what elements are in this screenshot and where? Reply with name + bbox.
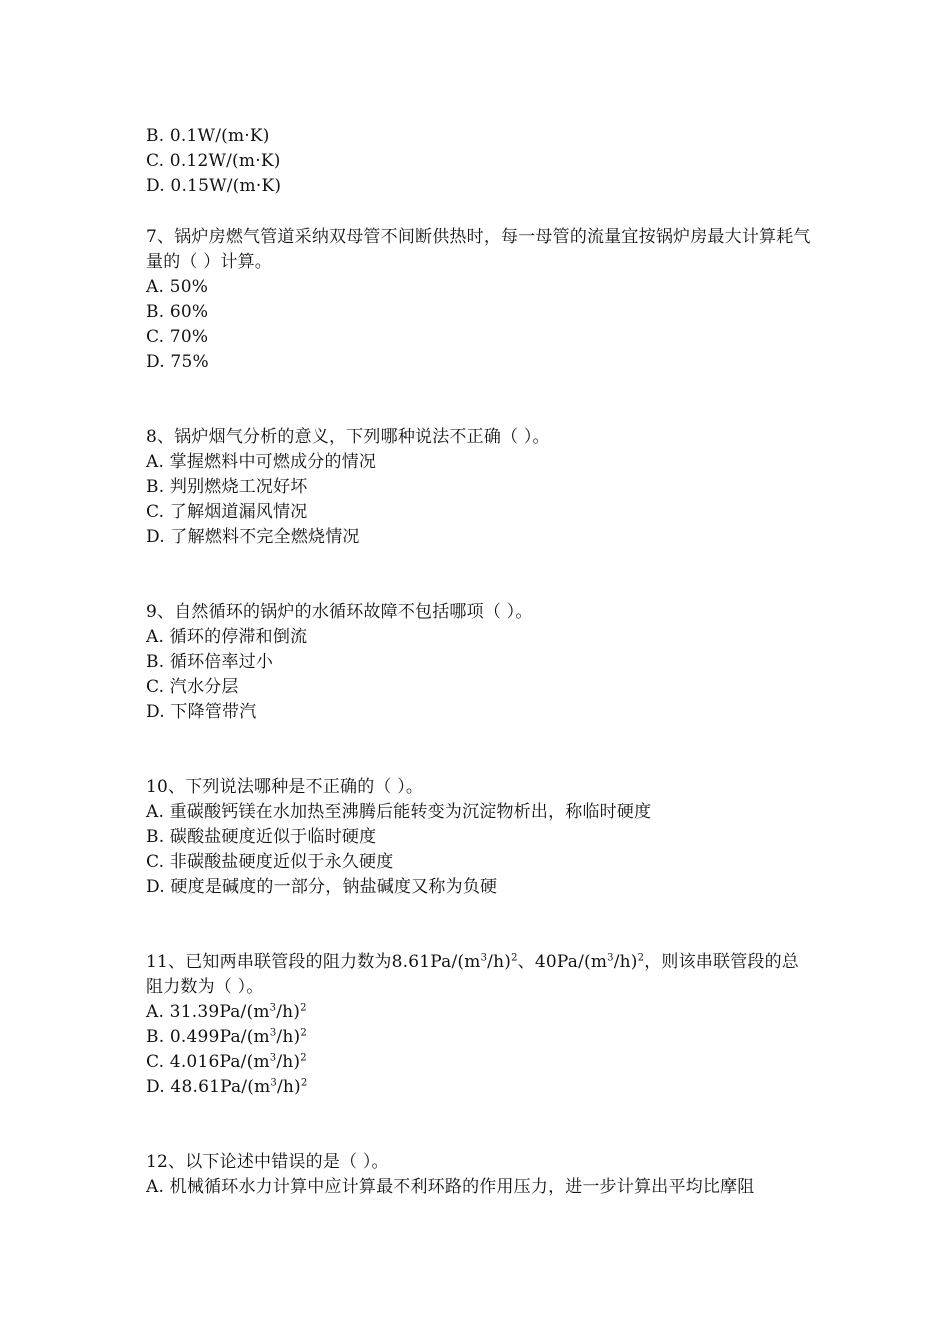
option-text: B. 0.499Pa/(m xyxy=(146,1027,270,1047)
question-8 xyxy=(146,425,826,550)
option-7-d: D. 75% xyxy=(146,352,209,372)
option-text: /h) xyxy=(276,1027,301,1047)
option-8-a: A. 掌握燃料中可燃成分的情况 xyxy=(146,452,377,472)
question-10 xyxy=(146,775,826,900)
option-11-b xyxy=(146,1025,826,1050)
option-8-b: B. 判别燃烧工况好坏 xyxy=(146,477,308,497)
superscript: 2 xyxy=(300,1077,308,1089)
option-10-a: A. 重碳酸钙镁在水加热至沸腾后能转变为沉淀物析出，称临时硬度 xyxy=(146,802,652,822)
question-6-options xyxy=(146,124,826,199)
option-text: /h) xyxy=(276,1077,301,1097)
superscript: 2 xyxy=(300,1002,307,1014)
option-8-d: D. 了解燃料不完全燃烧情况 xyxy=(146,527,360,547)
question-11-stem xyxy=(146,950,816,1000)
option-9-a: A. 循环的停滞和倒流 xyxy=(146,627,308,647)
option-10-b: B. 碳酸盐硬度近似于临时硬度 xyxy=(146,827,377,847)
option-6-c: C. 0.12W/(m·K) xyxy=(146,151,281,171)
superscript: 3 xyxy=(269,1052,277,1064)
option-9-c: C. 汽水分层 xyxy=(146,677,239,697)
option-12-a: A. 机械循环水力计算中应计算最不利环路的作用压力，进一步计算出平均比摩阻 xyxy=(146,1177,755,1197)
superscript: 3 xyxy=(270,1077,277,1089)
stem-part: /h) xyxy=(613,952,638,972)
superscript: 2 xyxy=(637,952,645,964)
question-11 xyxy=(146,950,826,1100)
option-7-c: C. 70% xyxy=(146,327,209,347)
question-12 xyxy=(146,1150,826,1200)
option-text: C. 4.016Pa/(m xyxy=(146,1052,270,1072)
option-7-b: B. 60% xyxy=(146,302,209,322)
superscript: 3 xyxy=(607,952,614,964)
option-11-d xyxy=(146,1075,826,1100)
superscript: 2 xyxy=(511,952,518,964)
question-12-stem: 12、以下论述中错误的是（ ）。 xyxy=(146,1152,389,1172)
question-9-stem: 9、自然循环的锅炉的水循环故障不包括哪项（ ）。 xyxy=(146,602,533,622)
option-text: A. 31.39Pa/(m xyxy=(146,1002,270,1022)
option-text: D. 48.61Pa/(m xyxy=(146,1077,271,1097)
option-10-c: C. 非碳酸盐硬度近似于永久硬度 xyxy=(146,852,394,872)
superscript: 2 xyxy=(300,1027,307,1039)
stem-part: ，则该串联管段的总阻力数为（ ）。 xyxy=(146,952,800,997)
option-11-a xyxy=(146,1000,826,1025)
question-8-stem: 8、锅炉烟气分析的意义，下列哪种说法不正确（ ）。 xyxy=(146,427,550,447)
option-11-c xyxy=(146,1050,826,1075)
superscript: 3 xyxy=(269,1002,277,1014)
superscript: 3 xyxy=(480,952,488,964)
document-page xyxy=(146,124,826,1200)
option-6-b: B. 0.1W/(m·K) xyxy=(146,126,270,146)
question-7 xyxy=(146,225,826,375)
option-10-d: D. 硬度是碱度的一部分，钠盐碱度又称为负硬 xyxy=(146,877,498,897)
stem-part: 11、已知两串联管段的阻力数为8.61Pa/(m xyxy=(146,952,481,972)
superscript: 2 xyxy=(300,1052,307,1064)
question-7-stem: 7、锅炉房燃气管道采纳双母管不间断供热时，每一母管的流量宜按锅炉房最大计算耗气量的（ ）计算。 xyxy=(146,227,811,272)
option-9-b: B. 循环倍率过小 xyxy=(146,652,274,672)
question-9 xyxy=(146,600,826,725)
option-9-d: D. 下降管带汽 xyxy=(146,702,257,722)
stem-part: /h) xyxy=(487,952,512,972)
option-8-c: C. 了解烟道漏风情况 xyxy=(146,502,308,522)
option-text: /h) xyxy=(276,1052,301,1072)
question-10-stem: 10、下列说法哪种是不正确的（ ）。 xyxy=(146,777,424,797)
option-6-d: D. 0.15W/(m·K) xyxy=(146,176,282,196)
superscript: 3 xyxy=(269,1027,277,1039)
option-7-a: A. 50% xyxy=(146,277,209,297)
option-text: /h) xyxy=(276,1002,301,1022)
stem-part: 、40Pa/(m xyxy=(517,952,608,972)
